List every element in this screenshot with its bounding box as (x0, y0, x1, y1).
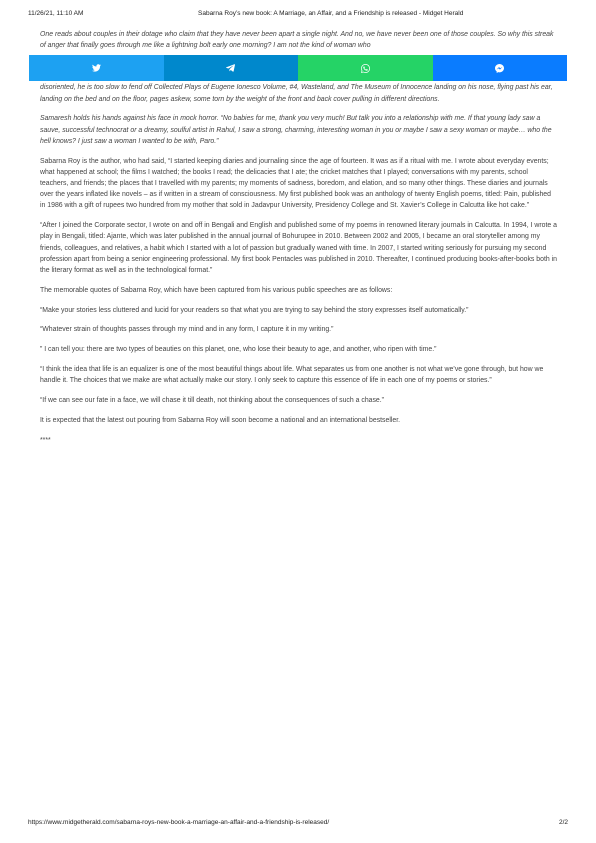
print-footer (28, 819, 568, 826)
whatsapp-share-button[interactable] (298, 55, 433, 81)
end-marker: **** (40, 436, 51, 444)
excerpt-paragraph-1: One reads about couples in their dotage who claim that they have never been apart a single night. And no, we have never been one of those couples. So why this streak of anger that finally goes through me like a lightning bolt early one morning? I am not the kind of woman who (40, 31, 554, 50)
excerpt-paragraph-2: Samaresh holds his hands against his face in mock horror. “No babies for me, thank you very much! But talk you into a relationship with me. If that young lady saw a sauve, successful technocrat or a dreamy, soulful artist in Rahul, I saw a strong, charming, interesting woman in you or maybe I saw a sexy woman or maybe… who the hell knows? I just saw a woman I wanted to be with, Paro.” (40, 115, 552, 145)
excerpt-paragraph-1-cont: disoriented, he is too slow to fend off Collected Plays of Eugene Ionesco Volume, #4, Wasteland, and The Museum of Innocence landing on his nose, flying past his ear, landing on the bed and on the floor, pages askew, some torn by the weight of the front and back cover pulling in different directions. (40, 84, 553, 103)
print-datetime: 11/26/21, 11:10 AM (28, 10, 84, 17)
telegram-icon (226, 64, 235, 72)
print-header (28, 10, 568, 22)
article-body (40, 29, 558, 454)
quote-5: “If we can see our fate in a face, we will chase it till death, not thinking about the consequences of such a chase.” (40, 397, 384, 405)
share-bar (29, 55, 567, 81)
quotes-intro: The memorable quotes of Sabarna Roy, which have been captured from his various public speeches are as follows: (40, 286, 393, 294)
quote-3: ” I can tell you: there are two types of beauties on this planet, one, who lose their beauty to age, and another, who ripen with time.” (40, 346, 437, 354)
messenger-share-button[interactable] (433, 55, 568, 81)
closing-paragraph: It is expected that the latest out pouring from Sabarna Roy will soon become a national and an international bestseller. (40, 416, 401, 424)
messenger-icon (495, 64, 504, 73)
quote-4: “I think the idea that life is an equalizer is one of the most beautiful things about life. What separates us from one another is not what we’ve gone through, but how we handle it. The choices that we make are what actually make our story. I only seek to capture this essence of life in each one of my poems or stories.” (40, 366, 544, 385)
telegram-share-button[interactable] (164, 55, 299, 81)
whatsapp-icon (361, 64, 370, 73)
print-url: https://www.midgetherald.com/sabarna-roys-new-book-a-marriage-an-affair-and-a-friendship-is-released/ (28, 819, 330, 826)
quote-2: “Whatever strain of thoughts passes through my mind and in any form, I capture it in my writing.” (40, 326, 334, 334)
author-paragraph-2: “After I joined the Corporate sector, I wrote on and off in Bengali and English and published some of my poems in renowned literary journals in Calcutta. In 1994, I wrote a play in Bengali, titled: Ajante, which was later published in the annual journal of Bohurupee in 2010. Between 2002 and 2005, I became an oral storyteller among my friends, colleagues, and relatives, a habit which I started with a lot of passion but gradually waned with time. In 2007, I started writing seriously for pursuing my second profession apart from being a senior engineering professional. My first book Pentacles was published in 2010. Thereafter, I continued producing books-after-books both in the literary format as well as in the technological format.” (40, 222, 557, 275)
quote-1: “Make your stories less cluttered and lucid for your readers so that what you are trying to say behind the story expresses itself automatically.” (40, 306, 469, 314)
page-number: 2/2 (558, 819, 568, 826)
twitter-icon (92, 64, 101, 72)
print-page-title: Sabarna Roy’s new book: A Marriage, an Affair, and a Friendship is released - Midget Herald (198, 10, 464, 17)
author-paragraph-1: Sabarna Roy is the author, who had said, “I started keeping diaries and journaling since the age of fourteen. It was as if a ritual with me. I wrote about everyday events; what happened at school; the films I watched; the books I read; the delicacies that I ate; the cricket matches that I played; conversations with my parents, school teachers, and friends; the places that I travelled with my parents; my moments of sadness, boredom, and elation, and so many other things. These diaries and journals over the years inflated like novels – as if written in a stream of consciousness. My first published book was an anthology of twenty English poems, titled: Pain, published in 1986 with a gift of rupees two hundred from my mother that sold in Jadavpur University, Presidency College and St. Xavier’s College in Calcutta like hot cake.” (40, 157, 551, 210)
twitter-share-button[interactable] (29, 55, 164, 81)
